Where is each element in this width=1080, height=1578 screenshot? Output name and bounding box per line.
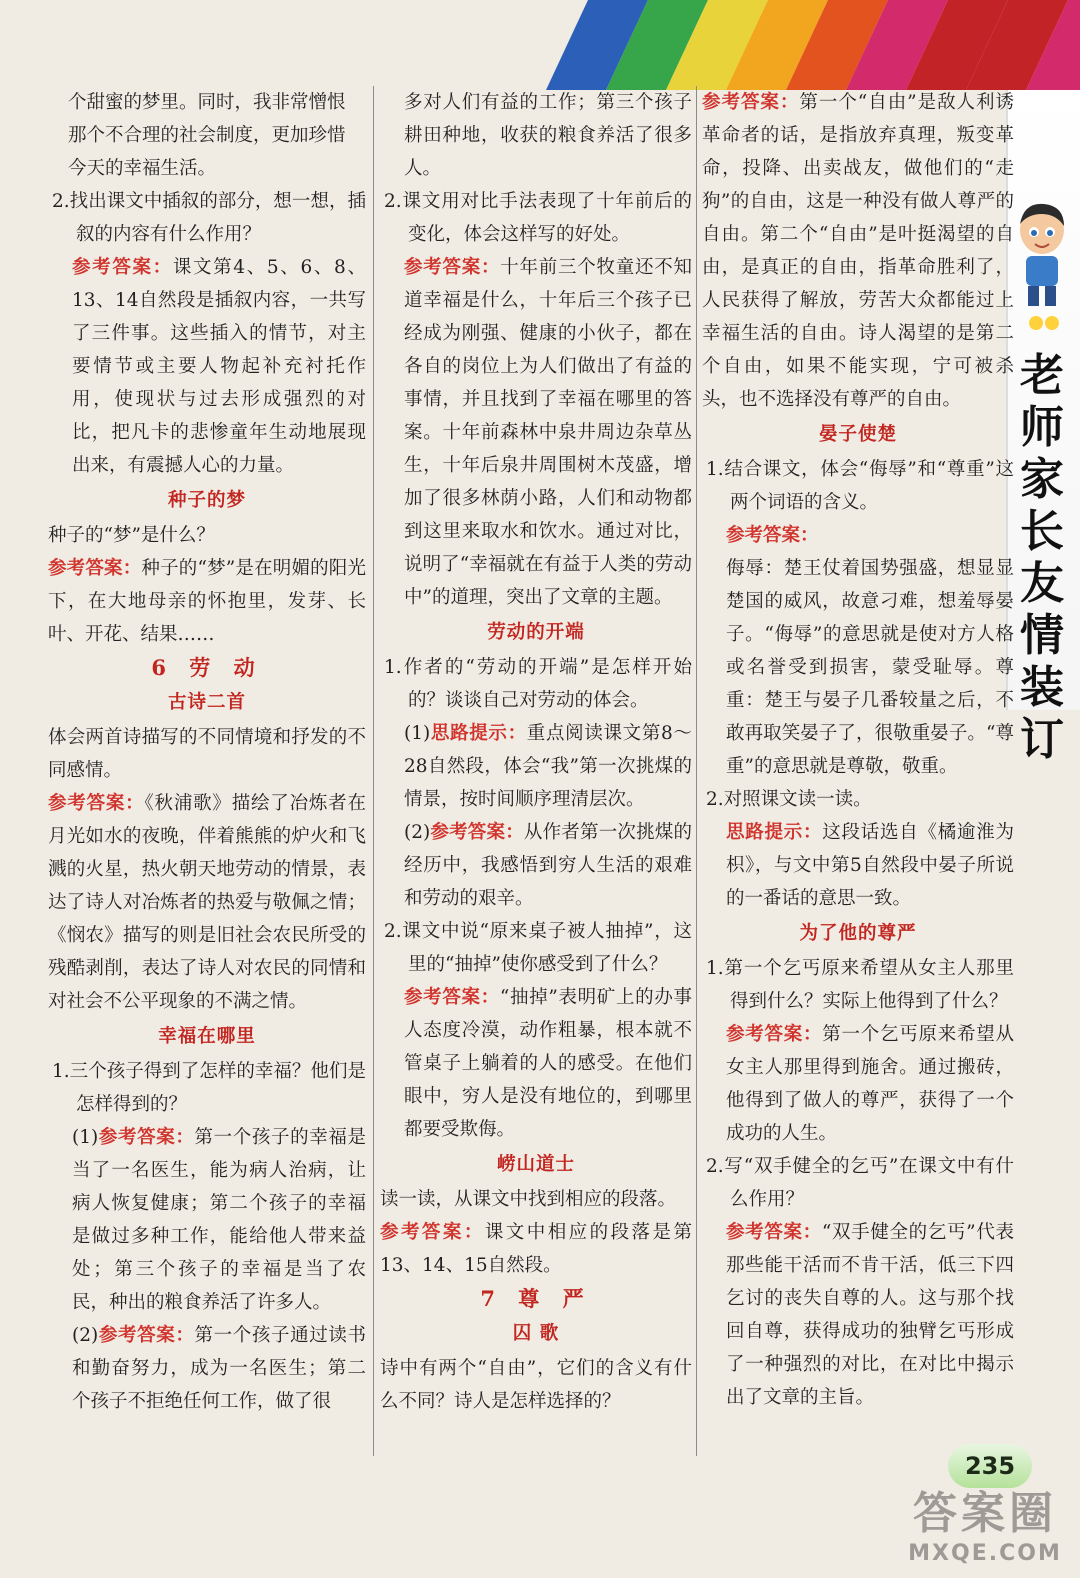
- section-title: 种子的梦: [167, 490, 246, 511]
- answer-label-line: [702, 519, 1014, 552]
- question: 2.找出课文中插叙的部分，想一想，插叙的内容有什么作用？: [52, 191, 366, 245]
- answer: [702, 1018, 1014, 1150]
- answer: [702, 86, 1014, 416]
- section-title: 幸福在哪里: [158, 1026, 256, 1047]
- text-line: 个甜蜜的梦里。同时，我非常憎恨: [68, 92, 346, 113]
- question: 1.作者的“劳动的开端”是怎样开始的？谈谈自己对劳动的体会。: [384, 657, 692, 711]
- question: 2.对照课文读一读。: [706, 789, 872, 810]
- answer: [48, 251, 366, 482]
- answer: [380, 251, 692, 614]
- answer: [380, 981, 692, 1146]
- text-line: 多对人们有益的工作；第三个孩子耕田种地，收获的粮食养活了很多人。: [404, 92, 692, 179]
- question: 1.三个孩子得到了怎样的幸福？他们是怎样得到的？: [52, 1061, 366, 1115]
- answer-text: “双手健全的乞丐”代表那些能干活而不肯干活，低三下四乞讨的丧失自尊的人。这与那个找回自尊，获得成功的独臂乞丐形成了一种强烈的对比，在对比中揭示出了文章的主旨。: [726, 1222, 1014, 1408]
- answer-prefix: (1): [72, 1127, 99, 1148]
- boy-mascot-icon: [1014, 200, 1070, 310]
- question: 种子的“梦”是什么？: [48, 525, 215, 546]
- answer-text: 从作者第一次挑煤的经历中，我感悟到穷人生活的艰难和劳动的艰辛。: [404, 822, 692, 909]
- answer-label: 参考答案：: [726, 1222, 822, 1243]
- column-divider: [373, 86, 374, 1456]
- answer: [380, 816, 692, 915]
- answer: [702, 1216, 1014, 1414]
- question: 读一读，从课文中找到相应的段落。: [380, 1189, 677, 1210]
- answer-text: 第一个孩子通过读书和勤奋努力，成为一名医生；第二个孩子不拒绝任何工作，做了很: [72, 1325, 366, 1412]
- answer-label: 参考答案：: [430, 822, 524, 843]
- text-line: 今天的幸福生活。: [68, 158, 217, 179]
- answer-text: 第一个乞丐原来希望从女主人那里得到施舍。通过搬砖，他得到了做人的尊严，获得了一个成功的人生。: [726, 1024, 1014, 1144]
- answer-text: 种子的“梦”是在明媚的阳光下，在大地母亲的怀抱里，发芽、长叶、开花、结果……: [48, 558, 366, 645]
- unit-title: 7 尊 严: [480, 1286, 592, 1311]
- answer-text: 《秋浦歌》描绘了冶炼者在月光如水的夜晚，伴着熊熊的炉火和飞溅的火星，热火朝天地劳动的情景，表达了诗人对冶炼者的热爱与敬佩之情；《悯农》描写的则是旧社会农民所受的残酷剥削，表达了诗人对农民的同情和对社会不公平现象的不满之情。: [48, 793, 366, 1012]
- answer-label: 参考答案：: [380, 1222, 485, 1243]
- answer-label: 参考答案：: [48, 793, 145, 814]
- section-title: 囚 歌: [512, 1323, 560, 1344]
- answer-text: “抽掉”表明矿上的办事人态度冷漠，动作粗暴，根本就不管桌子上躺着的人的感受。在他们眼中，穷人是没有地位的，到哪里都要受欺侮。: [404, 987, 692, 1140]
- question: 1.第一个乞丐原来希望从女主人那里得到什么？实际上他得到了什么？: [706, 958, 1014, 1012]
- hint: [380, 717, 692, 816]
- hint-text: 重点阅读课文第8～28自然段，体会“我”第一次挑煤的情景，按时间顺序理清层次。: [404, 723, 692, 810]
- answer-label: 参考答案：: [48, 558, 142, 579]
- answer: [48, 1319, 366, 1418]
- question: 2.写“双手健全的乞丐”在课文中有什么作用？: [706, 1156, 1014, 1210]
- column-divider: [696, 86, 697, 1456]
- hint: [702, 816, 1014, 915]
- decorative-dots: [1028, 315, 1060, 334]
- column-1: [48, 86, 366, 1418]
- answer-text: 侮辱：楚王仗着国势强盛，想显显楚国的威风，故意刁难，想羞辱晏子。“侮辱”的意思就是使对方人格或名誉受到损害，蒙受耻辱。尊重：楚王与晏子几番较量之后，不敢再取笑晏子了，很敬重晏子。“尊重”的意思就是尊敬，敬重。: [726, 558, 1014, 777]
- watermark-bottom: MXQE.COM: [908, 1541, 1062, 1566]
- column-3: [702, 86, 1014, 1414]
- text-line: 那个不合理的社会制度，更加珍惜: [68, 125, 346, 146]
- answer-label: 参考答案：: [98, 1325, 195, 1346]
- question: 体会两首诗描写的不同情境和抒发的不同感情。: [48, 727, 366, 781]
- answer-text: 第一个孩子的幸福是当了一名医生，能为病人治病，让病人恢复健康；第二个孩子的幸福是做过多种工作，能给他人带来益处；第三个孩子的幸福是当了农民，种出的粮食养活了许多人。: [72, 1127, 366, 1313]
- answer-label: 参考答案：: [404, 987, 500, 1008]
- answer-label: 参考答案：: [72, 257, 173, 278]
- answer-prefix: (2): [72, 1325, 99, 1346]
- question: 2.课文用对比手法表现了十年前后的变化，体会这样写的好处。: [384, 191, 692, 245]
- answer-text: 课文第4、5、6、8、13、14自然段是插叙内容，一共写了三件事。这些插入的情节，对主要情节或主要人物起补充衬托作用，使现状与过去形成强烈的对比，把凡卡的悲惨童年生动地展现出来，有震撼人心的力量。: [72, 257, 366, 476]
- hint-label: 思路提示：: [430, 723, 527, 744]
- section-title: 劳动的开端: [487, 622, 585, 643]
- answer-label: 参考答案：: [726, 525, 819, 546]
- hint-prefix: (1): [404, 723, 431, 744]
- watermark: [900, 1488, 1070, 1568]
- rainbow-decoration: [520, 0, 1080, 90]
- answer-text: 课文中相应的段落是第13、14、15自然段。: [380, 1222, 692, 1276]
- question: 诗中有两个“自由”，它们的含义有什么不同？诗人是怎样选择的？: [380, 1358, 692, 1412]
- section-title: 晏子使楚: [818, 424, 897, 445]
- hint-text: 这段话选自《橘逾淮为枳》，与文中第5自然段中晏子所说的一番话的意思一致。: [726, 822, 1014, 909]
- section-title: 为了他的尊严: [799, 923, 917, 944]
- hint-label: 思路提示：: [726, 822, 823, 843]
- answer-label: 参考答案：: [404, 257, 501, 278]
- page-number: 235: [948, 1444, 1032, 1488]
- answer: [48, 552, 366, 651]
- side-banner: [1006, 90, 1080, 765]
- section-title: 古诗二首: [167, 692, 246, 713]
- answer: [48, 1121, 366, 1319]
- answer-label: 参考答案：: [726, 1024, 823, 1045]
- watermark-top: 答案圈: [913, 1488, 1057, 1539]
- answer-label: 参考答案：: [702, 92, 800, 113]
- unit-title: 6 劳 动: [151, 655, 263, 680]
- answer-text: 第一个“自由”是敌人利诱革命者的话，是指放弃真理，叛变革命，投降、出卖战友，做他们的“走狗”的自由，这是一种没有做人尊严的自由。第二个“自由”是叶挺渴望的自由，是真正的自由，指革命胜利了，人民获得了解放，劳苦大众都能过上幸福生活的自由。诗人渴望的是第二个自由，如果不能实现，宁可被杀头，也不选择没有尊严的自由。: [702, 92, 1014, 410]
- answer: [48, 787, 366, 1018]
- question: 1.结合课文，体会“侮辱”和“尊重”这两个词语的含义。: [706, 459, 1014, 513]
- answer-prefix: (2): [404, 822, 431, 843]
- section-title: 崂山道士: [496, 1154, 575, 1175]
- column-2: [380, 86, 692, 1418]
- answer: [380, 1216, 692, 1282]
- question: 2.课文中说“原来桌子被人抽掉”，这里的“抽掉”使你感受到了什么？: [384, 921, 692, 975]
- side-banner-title: 老 师 家 长 友 情 装 订: [1020, 350, 1064, 765]
- answer-label: 参考答案：: [98, 1127, 195, 1148]
- answer-text: 十年前三个牧童还不知道幸福是什么，十年后三个孩子已经成为刚强、健康的小伙子，都在各自的岗位上为人们做出了有益的事情，并且找到了幸福在哪里的答案。十年前森林中泉井周边杂草丛生，十年后泉井周围树木茂盛，增加了很多林荫小路，人们和动物都到这里来取水和饮水。通过对比，说明了“幸福就在有益于人类的劳动中”的道理，突出了文章的主题。: [404, 257, 692, 608]
